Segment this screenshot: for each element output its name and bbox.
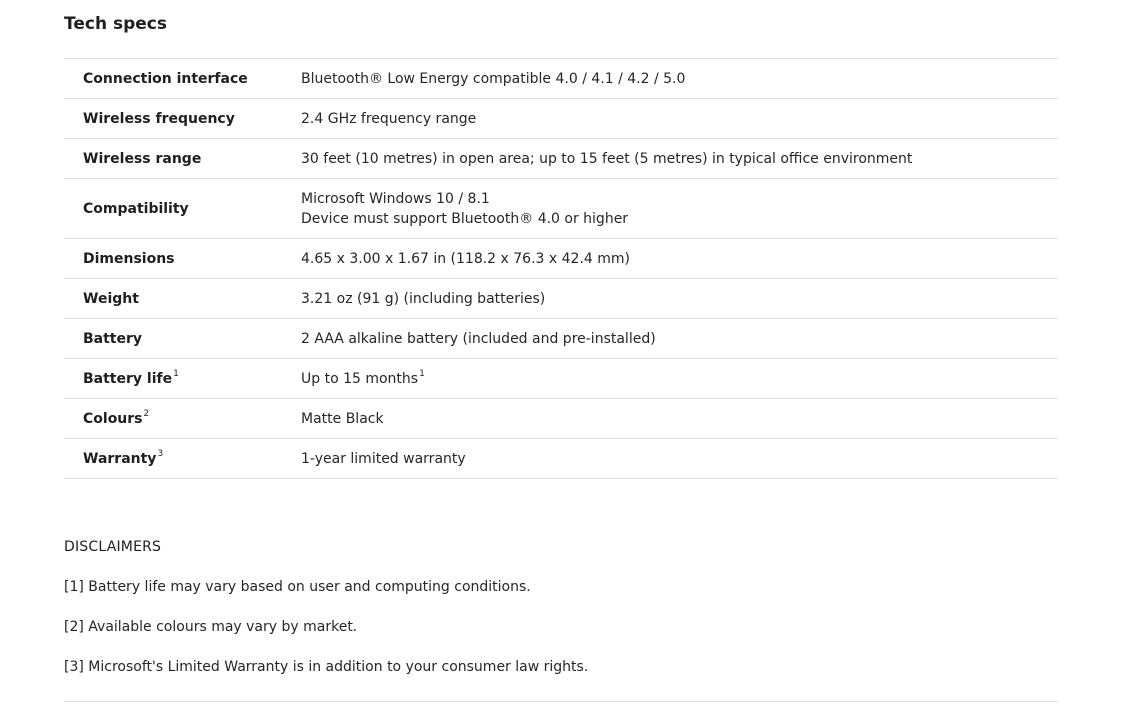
spec-value-cell	[301, 239, 1058, 279]
spec-value-cell	[301, 399, 1058, 439]
spec-value: 3.21 oz (91 g) (including batteries)	[301, 290, 546, 307]
disclaimer-item: [2] Available colours may vary by market.	[64, 619, 358, 635]
spec-value: Bluetooth® Low Energy compatible 4.0 / 4.1 / 4.2 / 5.0	[301, 70, 686, 87]
spec-value: Device must support Bluetooth® 4.0 or higher	[301, 210, 629, 227]
disclaimer-item: [1] Battery life may vary based on user and computing conditions.	[64, 579, 531, 595]
spec-row	[64, 179, 1058, 239]
spec-row	[64, 239, 1058, 279]
spec-value-line	[301, 209, 1058, 229]
spec-label: Battery	[83, 330, 143, 347]
spec-label: Wireless frequency	[83, 110, 235, 127]
spec-value-cell	[301, 359, 1058, 399]
spec-value-cell	[301, 439, 1058, 479]
spec-value-cell	[301, 139, 1058, 179]
spec-value-cell	[301, 59, 1058, 99]
footnote-ref: 2	[143, 408, 150, 419]
spec-label: Battery life	[83, 370, 173, 387]
spec-row	[64, 359, 1058, 399]
spec-row	[64, 439, 1058, 479]
spec-label-cell	[64, 179, 301, 239]
footnote-ref: 3	[157, 448, 164, 459]
spec-value-cell	[301, 319, 1058, 359]
spec-value-line	[301, 149, 1058, 169]
spec-row	[64, 139, 1058, 179]
spec-value-line	[301, 409, 1058, 429]
spec-value: 30 feet (10 metres) in open area; up to 15 feet (5 metres) in typical office environment	[301, 150, 913, 167]
spec-row	[64, 399, 1058, 439]
spec-row	[64, 59, 1058, 99]
tech-specs-table-body	[64, 59, 1058, 479]
footnote-ref: 1	[173, 368, 179, 379]
spec-value-line	[301, 109, 1058, 129]
spec-value: 4.65 x 3.00 x 1.67 in (118.2 x 76.3 x 42.4 mm)	[301, 250, 630, 267]
spec-label: Connection interface	[83, 70, 248, 87]
spec-value-line	[301, 449, 1058, 469]
spec-label: Wireless range	[83, 150, 202, 167]
spec-value-line	[301, 289, 1058, 309]
spec-label-cell	[64, 59, 301, 99]
spec-value-cell	[301, 279, 1058, 319]
spec-row	[64, 99, 1058, 139]
spec-label: Colours	[83, 410, 143, 427]
spec-label-cell	[64, 279, 301, 319]
spec-value-line	[301, 69, 1058, 89]
spec-label: Weight	[83, 290, 139, 307]
spec-label-cell	[64, 139, 301, 179]
spec-value-line	[301, 189, 1058, 209]
spec-value: Up to 15 months	[301, 370, 419, 387]
spec-value-line	[301, 249, 1058, 269]
spec-label: Dimensions	[83, 250, 175, 267]
spec-value: 2 AAA alkaline battery (included and pre-installed)	[301, 330, 656, 347]
spec-row	[64, 279, 1058, 319]
spec-label: Warranty	[83, 450, 157, 467]
spec-value-cell	[301, 179, 1058, 239]
spec-value: Matte Black	[301, 410, 384, 427]
spec-row	[64, 319, 1058, 359]
disclaimers-section	[64, 537, 1058, 677]
spec-value: Microsoft Windows 10 / 8.1	[301, 190, 490, 207]
spec-label-cell	[64, 99, 301, 139]
page-title: Tech specs	[64, 14, 167, 34]
spec-value: 1-year limited warranty	[301, 450, 466, 467]
spec-label-cell	[64, 319, 301, 359]
disclaimers-heading: DISCLAIMERS	[64, 539, 162, 555]
spec-value-line	[301, 369, 1058, 389]
spec-label-cell	[64, 439, 301, 479]
tech-specs-table	[64, 58, 1058, 479]
spec-value: 2.4 GHz frequency range	[301, 110, 477, 127]
spec-label: Compatibility	[83, 200, 189, 217]
bottom-divider	[64, 701, 1058, 702]
spec-label-cell	[64, 359, 301, 399]
spec-label-cell	[64, 399, 301, 439]
spec-label-cell	[64, 239, 301, 279]
disclaimer-item: [3] Microsoft's Limited Warranty is in addition to your consumer law rights.	[64, 659, 589, 675]
spec-value-cell	[301, 99, 1058, 139]
spec-value-line	[301, 329, 1058, 349]
footnote-ref: 1	[419, 368, 425, 379]
